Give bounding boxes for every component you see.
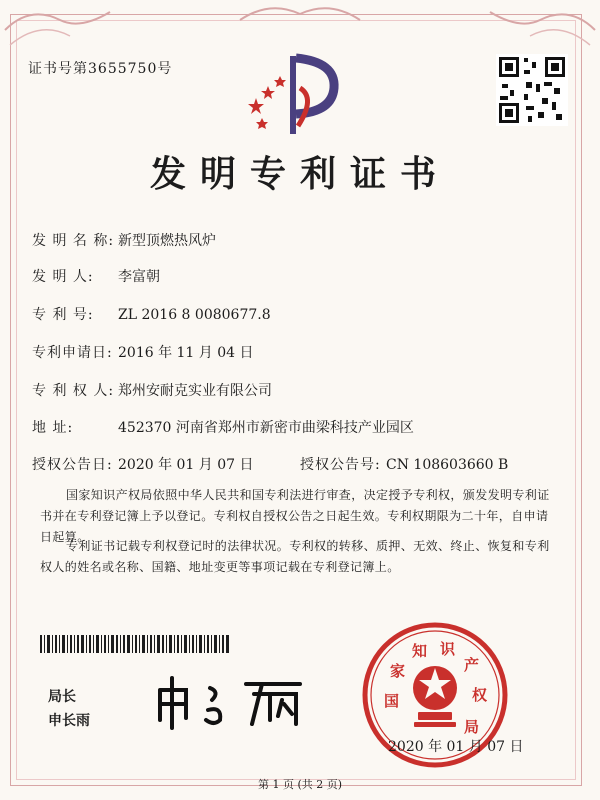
grant-date-value: 2020 年 01 月 07 日 <box>118 457 254 473</box>
svg-text:局: 局 <box>464 718 480 736</box>
certificate-title: 发明专利证书 <box>149 153 450 195</box>
issue-date: 2020 年 01 月 07 日 <box>388 739 524 755</box>
address-label: 地 址: <box>32 420 74 436</box>
officer-title: 局长 <box>48 689 76 705</box>
patentee-label: 专 利 权 人: <box>32 383 115 399</box>
field-filing-date <box>32 342 254 362</box>
field-grant-number <box>300 454 508 474</box>
field-patent-number <box>32 304 271 324</box>
grant-number-value: CN 108603660 B <box>386 457 509 473</box>
certificate-number: 证书号第3655750号 <box>28 61 173 77</box>
patentee-value: 郑州安耐克实业有限公司 <box>118 383 272 399</box>
grant-number-label: 授权公告号: <box>300 457 381 473</box>
patent-number-label: 专 利 号: <box>32 307 94 323</box>
invention-name-label: 发 明 名 称: <box>32 233 115 249</box>
inventor-value: 李富朝 <box>118 269 160 285</box>
field-address <box>32 417 414 437</box>
inventor-label: 发 明 人: <box>32 269 94 285</box>
field-invention-name <box>32 230 216 250</box>
field-inventor <box>32 266 160 286</box>
svg-text:权: 权 <box>472 686 488 704</box>
svg-text:家: 家 <box>390 662 406 680</box>
svg-text:知: 知 <box>412 642 428 660</box>
svg-text:识: 识 <box>440 640 456 658</box>
filing-date-label: 专利申请日: <box>32 345 113 361</box>
filing-date-value: 2016 年 11 月 04 日 <box>118 345 254 361</box>
qr-code-icon[interactable] <box>496 54 568 126</box>
invention-name-value: 新型顶燃热风炉 <box>118 233 216 249</box>
corner-ornament-top-left <box>0 0 120 60</box>
page-number: 第 1 页 (共 2 页) <box>257 778 343 791</box>
top-center-ornament <box>235 0 365 30</box>
barcode-icon <box>40 635 230 653</box>
field-patentee <box>32 380 272 400</box>
signature-icon <box>150 670 330 730</box>
body-paragraph-2: 专利证书记载专利权登记时的法律状况。专利权的转移、质押、无效、终止、恢复和专利权人的姓名或名称、国籍、地址变更等事项记载在专利登记簿上。 <box>40 539 550 574</box>
grant-date-label: 授权公告日: <box>32 457 113 473</box>
corner-ornament-top-right <box>480 0 600 60</box>
svg-text:国: 国 <box>384 692 400 710</box>
field-grant-date <box>32 454 254 474</box>
officer-name: 申长雨 <box>48 713 90 729</box>
body-paragraph-1: 国家知识产权局依照中华人民共和国专利法进行审查，决定授予专利权，颁发发明专利证书并在专利登记簿上予以登记。专利权自授权公告之日起生效。专利权期限为二十年，自申请日起算。 <box>40 488 550 544</box>
patent-number-value: ZL 2016 8 0080677.8 <box>118 307 271 323</box>
svg-text:产: 产 <box>464 656 480 674</box>
patent-logo-icon <box>238 48 343 138</box>
address-value: 452370 河南省郑州市新密市曲梁科技产业园区 <box>118 420 414 436</box>
